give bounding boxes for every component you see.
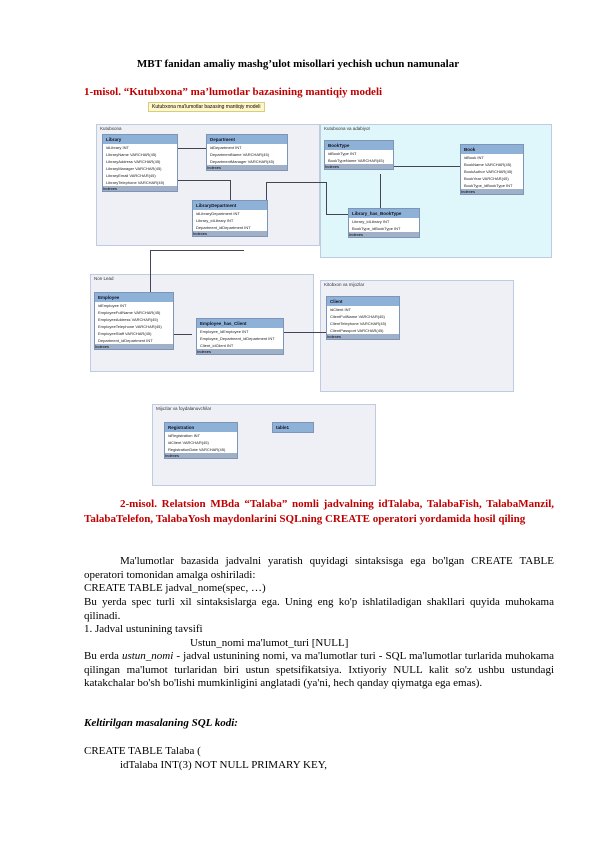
relationship-line	[150, 250, 244, 251]
document-title: MBT fanidan amaliy mashg’ulot misollari yechish uchun namunalar	[136, 58, 460, 70]
table-table1[interactable]: table1	[272, 422, 314, 433]
paragraph-spec: Bu yerda spec turli xil sintaksislarga ega. Uning eng ko'p ishlatiladigan shakllari quyida muhokama qilinadi.	[84, 596, 554, 622]
diagram-caption: Kutubxona ma'lumotlar bazasing mantiqiy modeli	[148, 102, 265, 112]
table-library-department[interactable]: LibraryDepartment idLibraryDepartment INT Library_idLibrary INT Department_idDepartment INT Indexes	[192, 200, 268, 237]
table-registration[interactable]: Registration idRegistration INT idClient VARCHAR(45) RegistrationDate VARCHAR(45) Indexes	[164, 422, 238, 459]
sql-code-heading: Keltirilgan masalaning SQL kodi:	[84, 717, 238, 729]
table-client[interactable]: Client idClient INT ClientFullName VARCHAR(45) ClientTelephone VARCHAR(45) ClientPassport VARCHAR(45) Indexes	[326, 296, 400, 340]
relationship-line	[392, 166, 460, 167]
relationship-line	[282, 332, 326, 333]
list-item-column-description: 1. Jadval ustunining tavsifi	[84, 623, 203, 635]
table-library[interactable]: Library idLibrary INT LibraryName VARCHAR(45) LibraryAddress VARCHAR(45) LibraryManager VARCHAR(45) LibraryEmail VARCHAR(45) LibraryTelephone VARCHAR(45) Indexes	[102, 134, 178, 192]
er-diagram	[90, 100, 550, 492]
group-kutubxona: Kutubxona	[96, 124, 320, 246]
table-booktype[interactable]: BookType idBookType INT BookTypeName VARCHAR(45) Indexes	[324, 140, 394, 170]
example1-heading: 1-misol. “Kutubxona” ma’lumotlar bazasining mantiqiy modeli	[84, 86, 383, 98]
relationship-line	[326, 182, 327, 214]
table-department[interactable]: Department idDepartment INT DepartmentName VARCHAR(45) DepartmentManager VARCHAR(45) Indexes	[206, 134, 288, 171]
table-employee[interactable]: Employee idEmployee INT EmployeeFullName VARCHAR(45) EmployeeAddress VARCHAR(45) EmployeeTelephone VARCHAR(45) EmployeeStaff VARCHAR(45) Department_idDepartment INT Indexes	[94, 292, 174, 350]
table-employee-has-client[interactable]: Employee_has_Client Employee_idEmployee INT Employee_Department_idDepartment INT Client_idClient INT Indexes	[196, 318, 284, 355]
create-syntax-line: CREATE TABLE jadval_nome(spec, …)	[84, 582, 266, 594]
relationship-line	[326, 214, 348, 215]
example2-heading: 2-misol. Relatsion MBda “Talaba” nomli jadvalning idTalaba, TalabaFish, TalabaManzil, TalabaTelefon, TalabaYosh maydonlarini SQLning CREATE operatori yordamida hosil qiling	[84, 498, 554, 525]
relationship-line	[176, 148, 206, 149]
group-kutubxona-adabiyot: Kutubxona va adabiyot	[320, 124, 552, 258]
relationship-line	[266, 182, 326, 183]
paragraph-column-explanation: Bu erda ustun_nomi - jadval ustunining nomi, va ma'lumotlar turi - SQL ma'lumotlar turlarida muhokama qilingan ma'lumot turlaridan biri ustun spetsifikatsiya. Ixtiyoriy NULL kalit so'z ushbu ustundagi katakchalar bo'sh bo'lishi mumkinligini anglatadi (ya'ni, hech qanday qiymatga ega emas).	[84, 650, 555, 689]
group-non-lead: Non Lead	[90, 274, 314, 372]
table-book[interactable]: Book idBook INT BookName VARCHAR(45) BookAuthor VARCHAR(45) BookYear VARCHAR(45) BookType_idBookType INT Indexes	[460, 144, 524, 195]
code-line-1: CREATE TABLE Talaba (	[84, 745, 201, 757]
table-library-has-booktype[interactable]: Library_has_BookType Library_idLibrary INT BookType_idBookType INT Indexes	[348, 208, 420, 238]
group-kitobxon: Kitobxon va mijozlar	[320, 280, 514, 392]
group-mijozlar: Mijozlar va foydalanuvchilar	[152, 404, 376, 486]
relationship-line	[176, 180, 230, 181]
code-line-2: idTalaba INT(3) NOT NULL PRIMARY KEY,	[120, 759, 327, 771]
relationship-line	[150, 250, 151, 294]
relationship-line	[172, 334, 192, 335]
paragraph-create-intro: Ma'lumotlar bazasida jadvalni yaratish quyidagi sintaksisga ega bo'lgan CREATE TABLE operatori tomonidan amalga oshiriladi:	[84, 555, 554, 581]
column-syntax-line: Ustun_nomi ma'lumot_turi [NULL]	[190, 637, 349, 649]
